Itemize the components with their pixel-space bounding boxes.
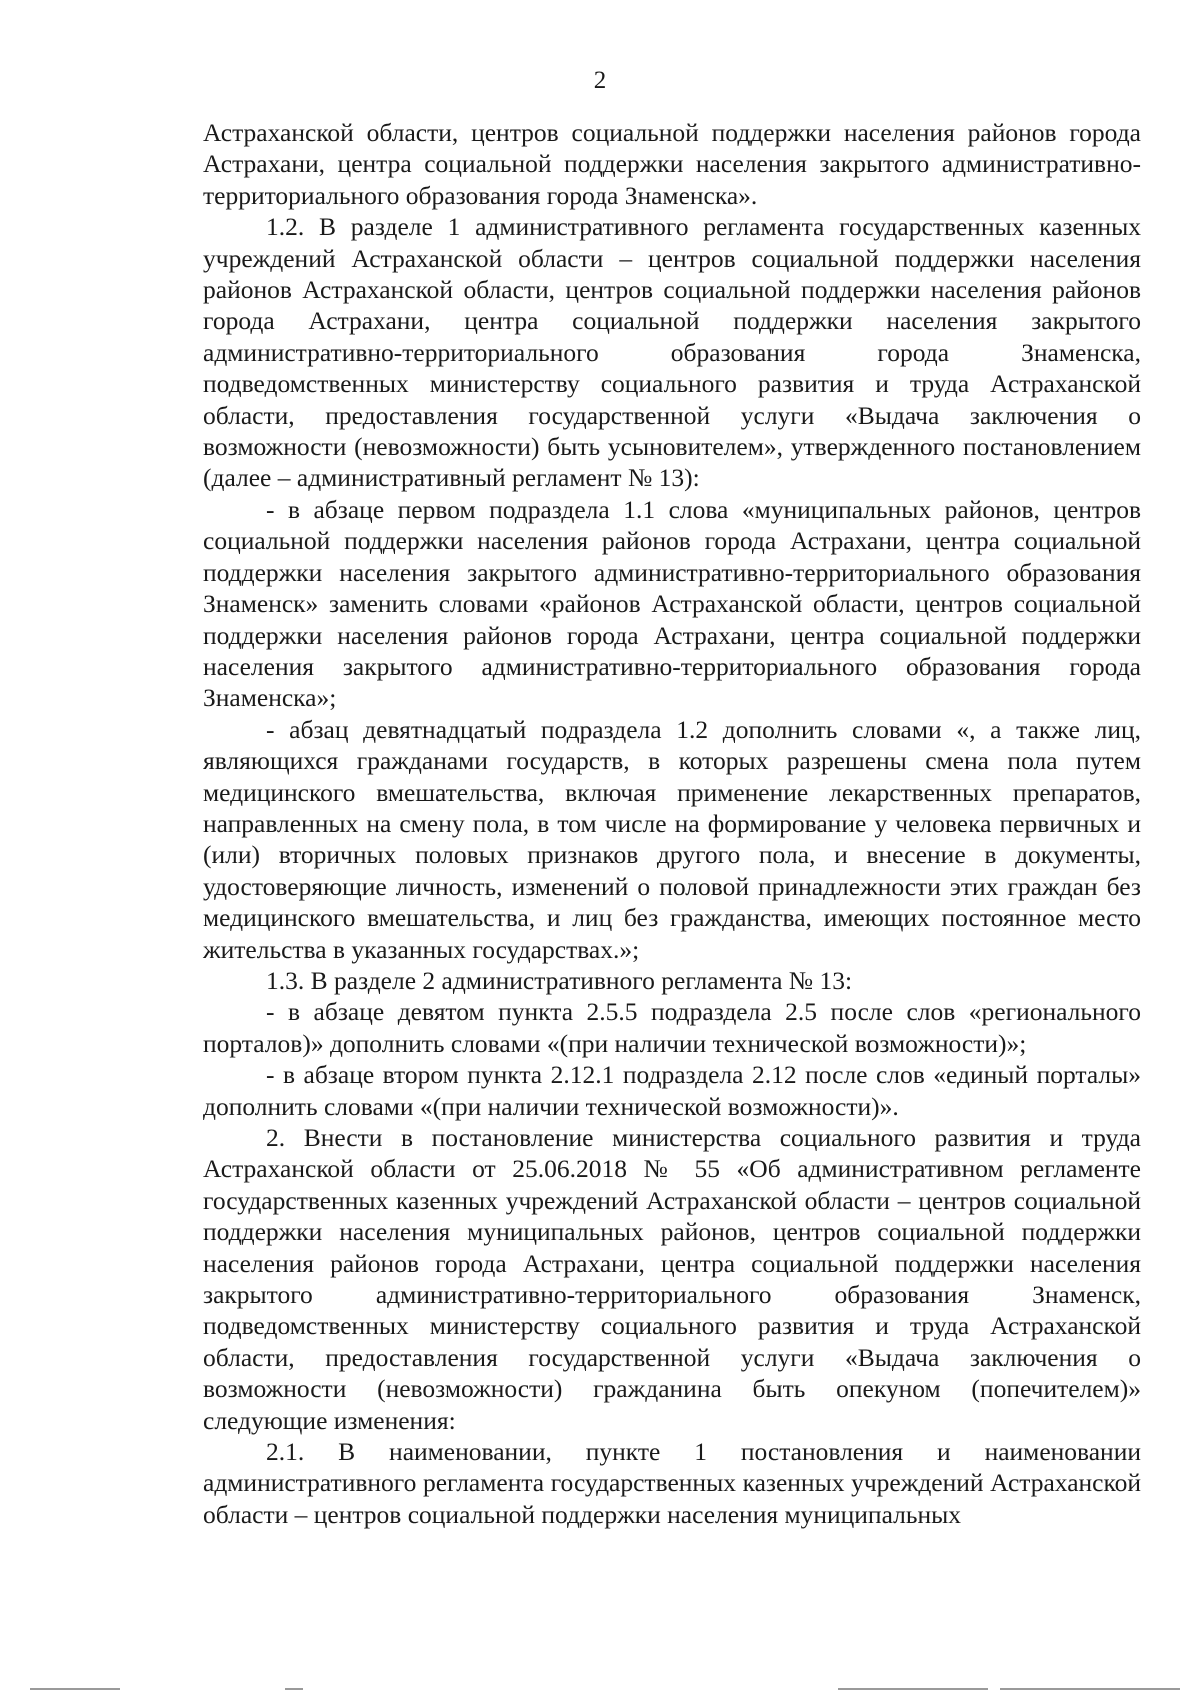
paragraph-1-2-bullet-1: - в абзаце первом подраздела 1.1 слова «муниципальных районов, центров социальной поддержки населения районов города Астрахани, центра социальной поддержки населения закрытого административно-территориального образования Знаменск» заменить словами «районов Астраханской области, центров социальной поддержки населения районов города Астрахани, центра социальной поддержки населения закрытого административно-территориального образования города Знаменска»; [203, 494, 1141, 713]
paragraph-continuation: Астраханской области, центров социальной поддержки населения районов города Астрахани, центра социальной поддержки населения закрытого административно-территориального образования города Знаменска». [203, 118, 1141, 210]
paragraph-2-1: 2.1. В наименовании, пункте 1 постановления и наименовании административного регламента государственных казенных учреждений Астраханской области – центров социальной поддержки населения муниципальных [203, 1437, 1141, 1529]
paragraph-2: 2. Внести в постановление министерства социального развития и труда Астраханской области от 25.06.2018 № 55 «Об административном регламенте государственных казенных учреждений Астраханской области – центров социальной поддержки населения муниципальных районов, центров социальной поддержки населения районов города Астрахани, центра социальной поддержки населения закрытого административно-территориального образования Знаменск, подведомственных министерству социального развития и труда Астраханской области, предоставления государственной услуги «Выдача заключения о возможности (невозможности) гражданина быть опекуном (попечителем)» следующие изменения: [203, 1123, 1141, 1435]
paragraph-1-2-bullet-2: - абзац девятнадцатый подраздела 1.2 дополнить словами «, а также лиц, являющихся гражданами государств, в которых разрешены смена пола путем медицинского вмешательства, включая применение лекарственных препаратов, направленных на смену пола, в том числе на формирование у человека первичных и (или) вторичных половых признаков другого пола, и внесение в документы, удостоверяющие личность, изменений о половой принадлежности этих граждан без медицинского вмешательства, и лиц без гражданства, имеющих постоянное место жительства в указанных государствах.»; [203, 714, 1141, 964]
paragraph-1-3-bullet-1: - в абзаце девятом пункта 2.5.5 подраздела 2.5 после слов «регионального порталов)» дополнить словами «(при наличии технической возможности)»; [203, 997, 1141, 1058]
document-body [203, 117, 1141, 1530]
paragraph-1-3: 1.3. В разделе 2 административного регламента № 13: [266, 965, 853, 995]
paragraph-1-2: 1.2. В разделе 1 административного регламента государственных казенных учреждений Астраханской области – центров социальной поддержки населения районов Астраханской области, центров социальной поддержки населения районов города Астрахани, центра социальной поддержки населения закрытого административно-территориального образования города Знаменска, подведомственных министерству социального развития и труда Астраханской области, предоставления государственной услуги «Выдача заключения о возможности (невозможности) быть усыновителем», утвержденного постановлением (далее – административный регламент № 13): [203, 212, 1141, 493]
page-number: 2 [593, 67, 607, 94]
scan-edge-marks [0, 1688, 1200, 1692]
paragraph-1-3-bullet-2: - в абзаце втором пункта 2.12.1 подраздела 2.12 после слов «единый порталы» дополнить словами «(при наличии технической возможности)». [203, 1060, 1141, 1121]
